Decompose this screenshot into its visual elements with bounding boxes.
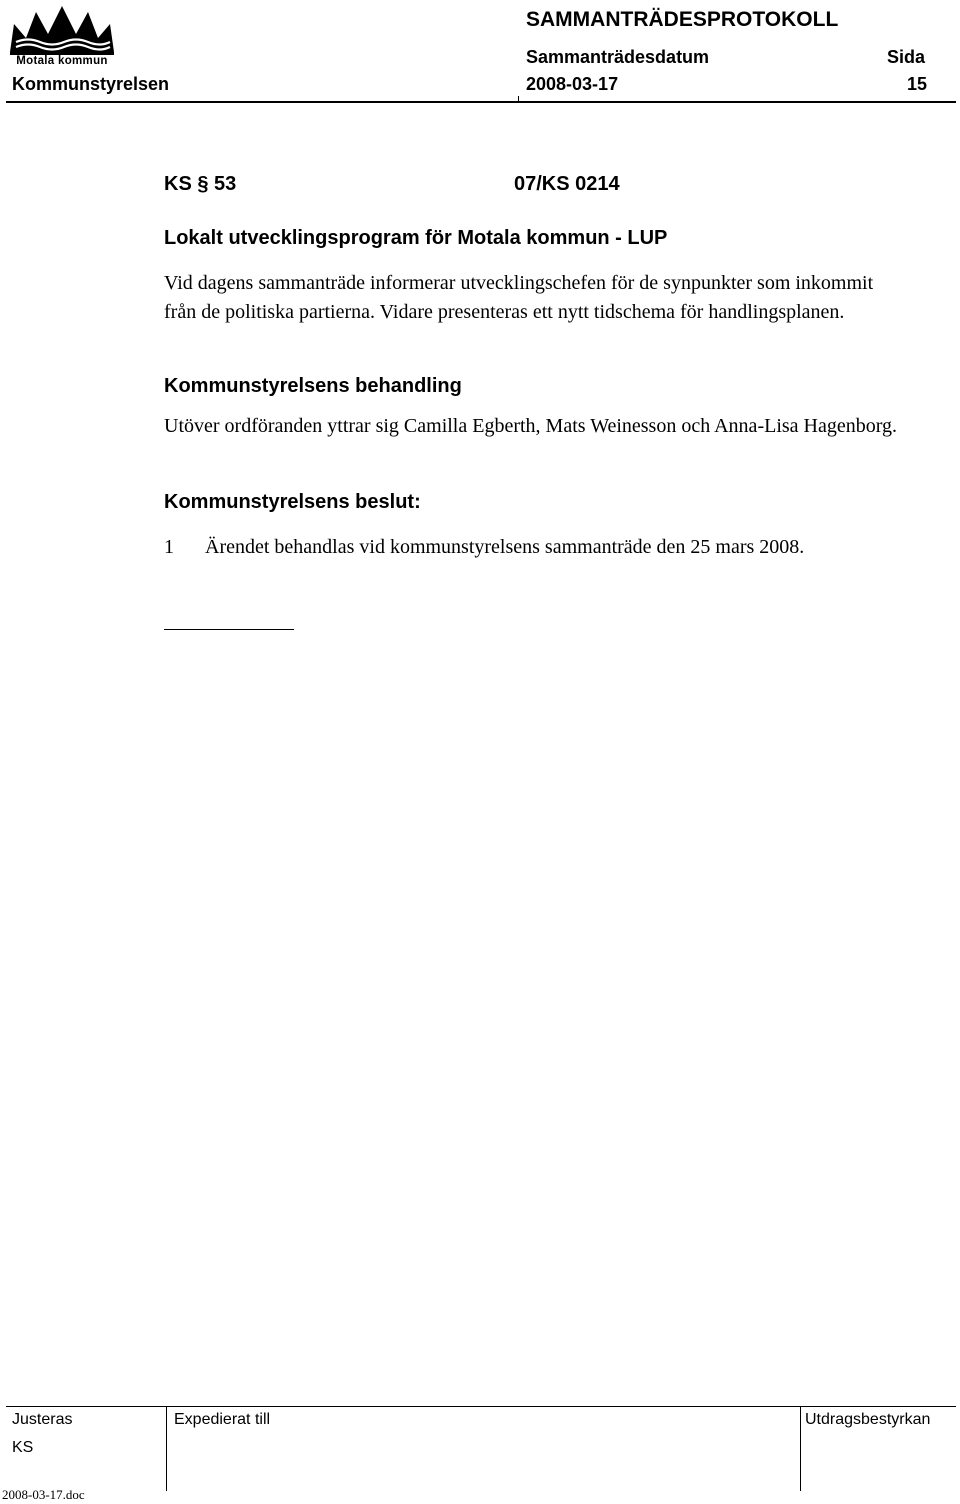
utdragsbestyrkan-label: Utdragsbestyrkan — [805, 1411, 931, 1428]
page-number: 15 — [907, 74, 928, 94]
end-rule — [164, 629, 294, 630]
logo-text: Motala kommun — [16, 55, 108, 67]
page-label: Sida — [887, 47, 926, 67]
header-divider — [6, 101, 956, 103]
meeting-date-label: Sammanträdesdatum — [526, 47, 710, 67]
intro-paragraph: Vid dagens sammanträde informerar utvecklingschefen för de synpunkter som inkommit från de politiska partierna. Vidare presenteras ett nytt tidschema för handlingsplanen. — [164, 272, 874, 323]
handling-paragraph: Utöver ordföranden yttrar sig Camilla Egberth, Mats Weinesson och Anna-Lisa Hagenborg. — [164, 415, 898, 437]
item-title: Lokalt utvecklingsprogram för Motala kommun - LUP — [164, 227, 668, 249]
document-type: SAMMANTRÄDESPROTOKOLL — [526, 8, 839, 31]
meeting-date: 2008-03-17 — [526, 74, 619, 94]
motala-kommun-logo — [6, 4, 118, 70]
justeras-value: KS — [12, 1439, 34, 1456]
case-number: 07/KS 0214 — [514, 173, 620, 195]
crown-logo-icon — [6, 4, 118, 56]
decision-heading: Kommunstyrelsens beslut: — [164, 491, 421, 513]
footer-column-divider — [800, 1406, 801, 1491]
decision-number: 1 — [164, 536, 174, 558]
decision-text: Ärendet behandlas vid kommunstyrelsens sammanträde den 25 mars 2008. — [205, 536, 805, 558]
paragraph-number: KS § 53 — [164, 173, 237, 195]
file-name: 2008-03-17.doc — [2, 1487, 85, 1502]
header-divider-tick — [518, 96, 519, 103]
body-name: Kommunstyrelsen — [12, 74, 170, 94]
handling-heading: Kommunstyrelsens behandling — [164, 375, 462, 397]
expedierat-label: Expedierat till — [174, 1411, 271, 1428]
footer-divider — [6, 1406, 956, 1407]
justeras-label: Justeras — [12, 1411, 73, 1428]
footer-column-divider — [166, 1406, 167, 1491]
